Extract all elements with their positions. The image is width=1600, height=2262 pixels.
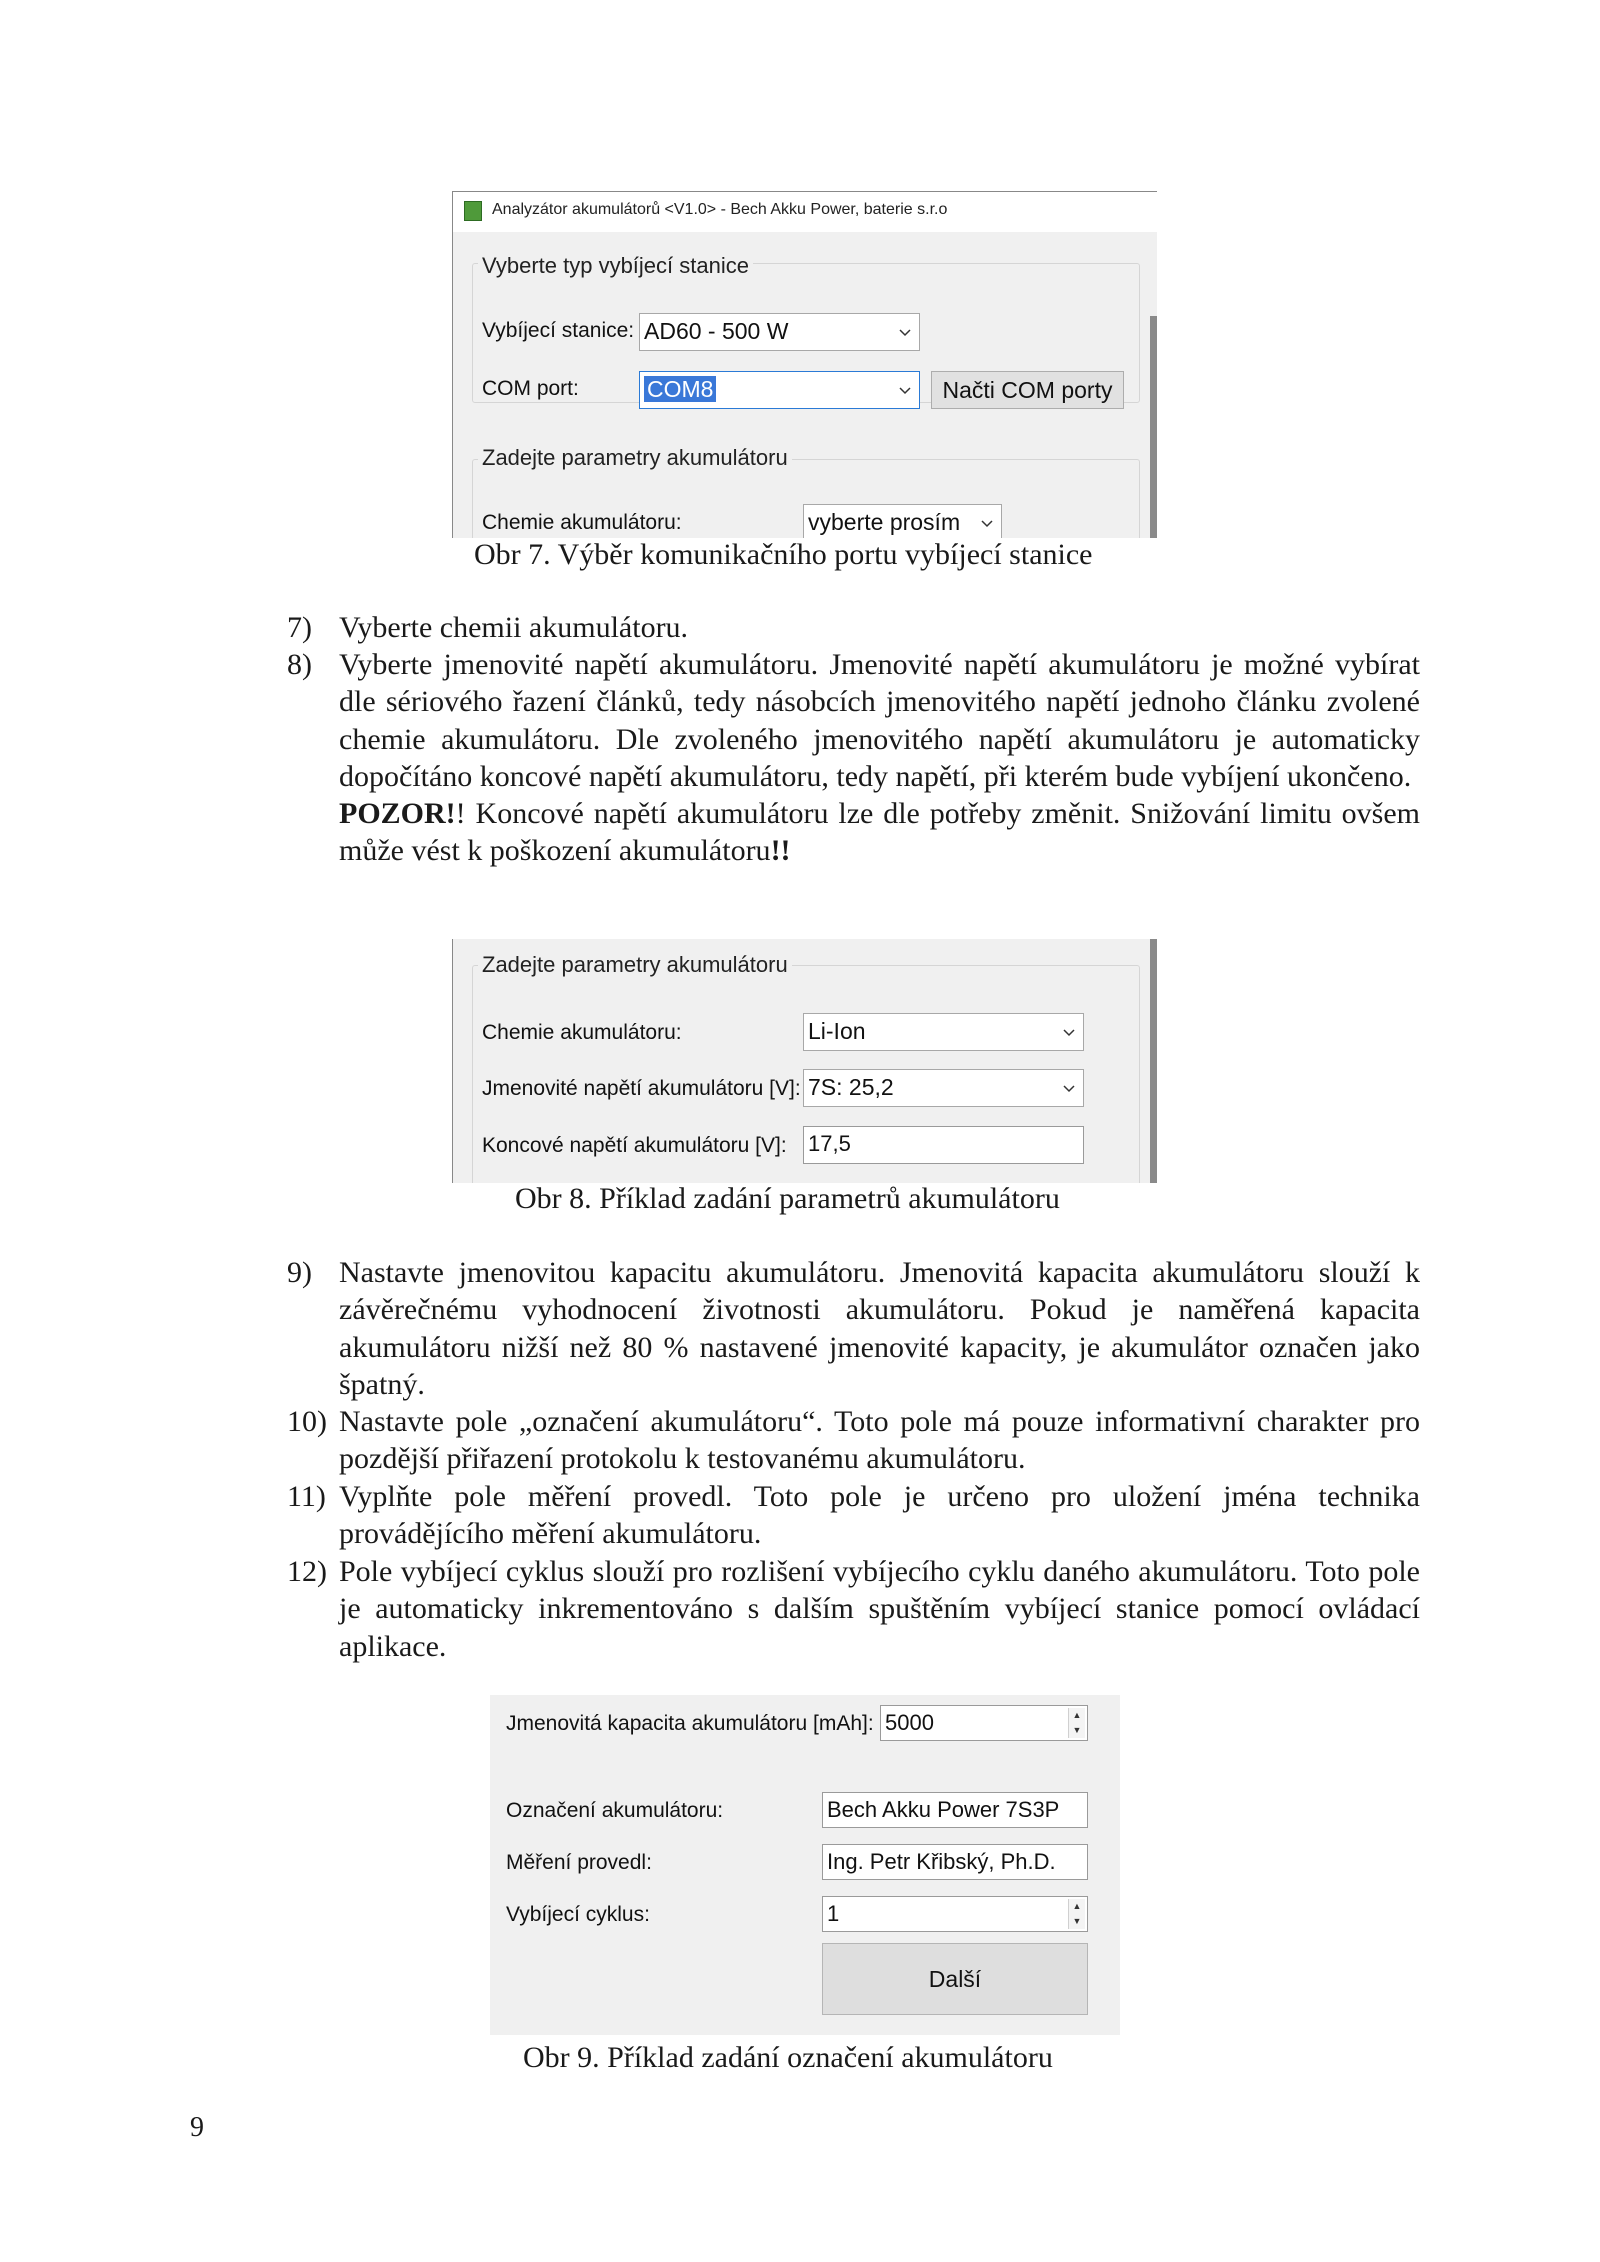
cycle-spin-buttons[interactable] (1068, 1899, 1085, 1929)
list-item-12 (287, 1553, 1420, 1665)
chevron-down-icon (897, 372, 913, 408)
list-number: 10) (287, 1405, 327, 1438)
app-icon (464, 201, 482, 221)
list-item-11 (287, 1478, 1420, 1553)
capacity-spin-buttons[interactable] (1068, 1708, 1085, 1738)
list-item-9 (287, 1254, 1420, 1403)
chemistry-label: Chemie akumulátoru: (482, 1021, 682, 1044)
list-text: Vyplňte pole měření provedl. Toto pole je určeno pro uložení jména technika provádějícího měření akumulátoru. (339, 1480, 1420, 1551)
cycle-spinbox[interactable] (822, 1896, 1088, 1932)
spin-up-icon[interactable]: ▲ (1072, 1901, 1082, 1911)
figure-8-caption: Obr 8. Příklad zadání parametrů akumulátoru (515, 1182, 1060, 1215)
station-select-value: AD60 - 500 W (644, 318, 789, 344)
chemistry-select[interactable] (803, 1013, 1084, 1051)
capacity-spinbox[interactable] (880, 1705, 1088, 1741)
warning-end: !! (770, 834, 791, 868)
list-number: 11) (287, 1480, 326, 1513)
window-right-border (1150, 939, 1157, 1183)
chevron-down-icon (1061, 1070, 1077, 1106)
list-number: 7) (287, 611, 312, 644)
warning-bold: POZOR! (339, 797, 456, 831)
cycle-value: 1 (827, 1901, 840, 1926)
figure-8-screenshot (452, 939, 1157, 1183)
list-text: Vyberte chemii akumulátoru. (339, 611, 689, 644)
chevron-down-icon (1061, 1014, 1077, 1050)
figure-7-screenshot (452, 191, 1157, 538)
chemistry-select-value: vyberte prosím (808, 509, 961, 535)
figure-7-caption: Obr 7. Výběr komunikačního portu vybíjecí stanice (474, 538, 1093, 571)
figure-9-caption: Obr 9. Příklad zadání označení akumulátoru (523, 2041, 1053, 2074)
technician-label: Měření provedl: (506, 1851, 652, 1874)
station-type-group-title: Vyberte typ vybíjecí stanice (478, 253, 753, 279)
nominal-voltage-select[interactable] (803, 1069, 1084, 1107)
spin-down-icon[interactable]: ▼ (1072, 1916, 1082, 1926)
nominal-voltage-select-value: 7S: 25,2 (808, 1074, 894, 1100)
cycle-label: Vybíjecí cyklus: (506, 1903, 650, 1926)
vertical-scrollbar[interactable] (1150, 316, 1157, 538)
nominal-voltage-label: Jmenovité napětí akumulátoru [V]: (482, 1077, 801, 1100)
com-port-label: COM port: (482, 377, 579, 400)
list-number: 8) (287, 648, 312, 681)
battery-params-group-title: Zadejte parametry akumulátoru (478, 445, 792, 471)
technician-input[interactable]: Ing. Petr Křibský, Ph.D. (822, 1844, 1088, 1880)
station-label: Vybíjecí stanice: (482, 319, 635, 342)
battery-mark-input[interactable]: Bech Akku Power 7S3P (822, 1792, 1088, 1828)
load-com-ports-button[interactable]: Načti COM porty (931, 371, 1124, 409)
list-item-7 (287, 609, 1420, 646)
warning-paragraph (339, 795, 1420, 870)
figure-9-screenshot (490, 1695, 1120, 2035)
next-button[interactable]: Další (822, 1943, 1088, 2015)
spin-up-icon[interactable]: ▲ (1072, 1710, 1082, 1720)
com-port-select[interactable] (639, 371, 920, 409)
capacity-value: 5000 (885, 1710, 934, 1735)
warning-text: ! Koncové napětí akumulátoru lze dle potřeby změnit. Snižování limitu ovšem může vést k poškození akumulátoru (339, 797, 1420, 868)
list-item-8 (287, 646, 1420, 870)
chevron-down-icon (979, 505, 995, 538)
final-voltage-input[interactable]: 17,5 (803, 1126, 1084, 1164)
list-number: 12) (287, 1555, 327, 1588)
list-text: Vyberte jmenovité napětí akumulátoru. Jmenovité napětí akumulátoru je možné vybírat dle sériového řazení článků, tedy násobcích jmenovitého napětí jednoho článku zvolené chemie akumulátoru. Dle zvoleného jmenovitého napětí akumulátoru je automaticky dopočítáno koncové napětí akumulátoru, tedy napětí, při kterém bude vybíjení ukončeno. (339, 648, 1420, 793)
page-number: 9 (190, 2112, 204, 2143)
station-select[interactable] (639, 313, 920, 351)
battery-mark-label: Označení akumulátoru: (506, 1799, 724, 1822)
com-port-select-value: COM8 (644, 376, 716, 402)
chemistry-select[interactable] (803, 504, 1002, 538)
list-text: Pole vybíjecí cyklus slouží pro rozlišení vybíjecího cyklu daného akumulátoru. Toto pole je automaticky inkrementováno s dalším spuštěním vybíjecí stanice pomocí ovládací aplikace. (339, 1555, 1420, 1663)
window-left-border (452, 231, 453, 538)
battery-params-group-title: Zadejte parametry akumulátoru (478, 952, 792, 978)
capacity-label: Jmenovitá kapacita akumulátoru [mAh]: (506, 1712, 874, 1735)
window-left-border (452, 939, 453, 1183)
list-text: Nastavte jmenovitou kapacitu akumulátoru. Jmenovitá kapacita akumulátoru slouží k závěrečnému vyhodnocení životnosti akumulátoru. Pokud je naměřená kapacita akumulátoru nižší než 80 % nastavené jmenovité kapacity, je akumulátor označen jako špatný. (339, 1256, 1420, 1401)
list-item-10 (287, 1403, 1420, 1478)
window-title: Analyzátor akumulátorů <V1.0> - Bech Akku Power, baterie s.r.o (492, 201, 948, 218)
list-text: Nastavte pole „označení akumulátoru“. Toto pole má pouze informativní charakter pro pozdější přiřazení protokolu k testovanému akumulátoru. (339, 1405, 1420, 1476)
spin-down-icon[interactable]: ▼ (1072, 1725, 1082, 1735)
chevron-down-icon (897, 314, 913, 350)
chemistry-select-value: Li-Ion (808, 1018, 866, 1044)
list-number: 9) (287, 1256, 312, 1289)
final-voltage-label: Koncové napětí akumulátoru [V]: (482, 1134, 787, 1157)
chemistry-label: Chemie akumulátoru: (482, 511, 682, 534)
